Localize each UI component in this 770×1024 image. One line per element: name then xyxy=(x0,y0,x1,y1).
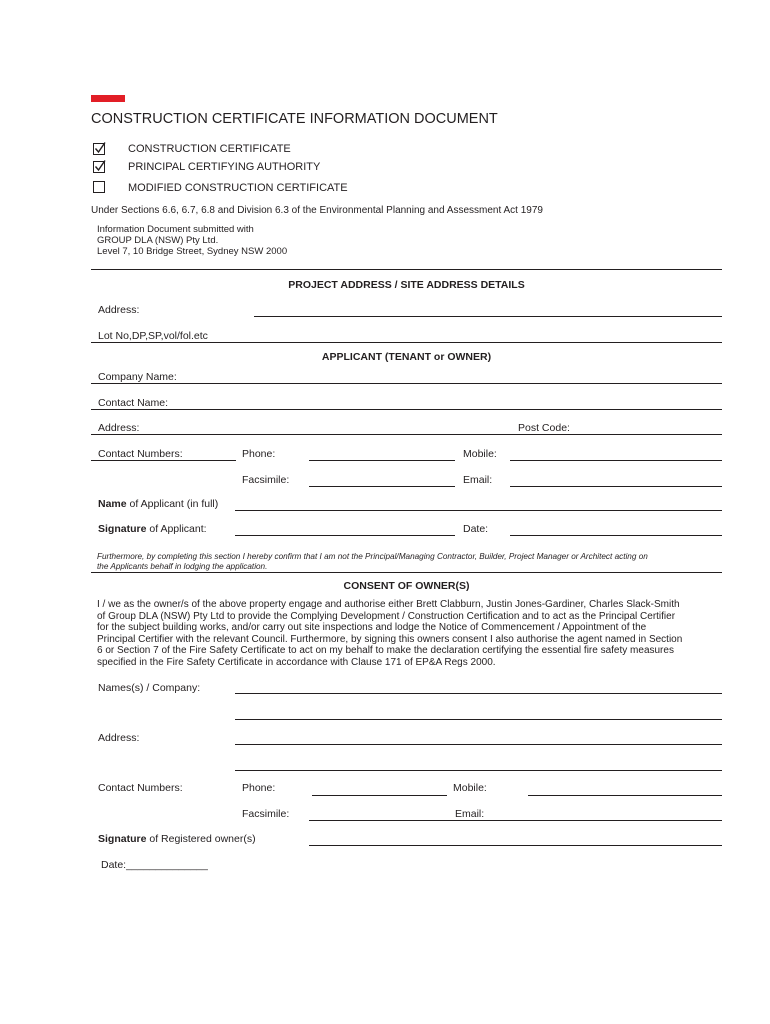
owner-names-field[interactable] xyxy=(235,693,722,694)
mobile-field[interactable] xyxy=(510,460,722,461)
owner-address-label: Address: xyxy=(98,732,140,744)
paragraph-line: for the subject building works, and/or carry out site inspections and lodge the Notice of Commencement / Appointment of the xyxy=(97,622,647,634)
contact-numbers-underline xyxy=(91,460,236,461)
applicant-address-label: Address: xyxy=(98,422,140,434)
company-name-field[interactable] xyxy=(91,383,722,384)
contact-name-field[interactable] xyxy=(91,409,722,410)
checkbox-label: MODIFIED CONSTRUCTION CERTIFICATE xyxy=(128,182,348,194)
modified-construction-certificate-checkbox[interactable] xyxy=(93,181,105,193)
paragraph-line: 6 or Section 7 of the Fire Safety Certificate to act on my behalf to make the declaration certifying the essential fire safety measures xyxy=(97,645,674,657)
paragraph-line: of Group DLA (NSW) Pty Ltd to provide the Complying Development / Construction Certification and to act as the Principal Certifier xyxy=(97,610,676,622)
owner-signature-label xyxy=(98,833,256,845)
owner-email-label: Email: xyxy=(455,808,485,820)
postcode-label: Post Code: xyxy=(518,422,570,434)
applicant-signature-label-rest: of Applicant: xyxy=(146,523,207,535)
checkmark-icon xyxy=(94,142,106,154)
checkbox-label: CONSTRUCTION CERTIFICATE xyxy=(128,143,291,155)
applicant-signature-field[interactable] xyxy=(235,535,455,536)
brand-red-bar xyxy=(91,95,125,102)
paragraph-line: I / we as the owner/s of the above property engage and authorise either Brett Clabburn, Justin Jones-Gardiner, Charles Slack-Smith xyxy=(97,599,680,610)
document-title: CONSTRUCTION CERTIFICATE INFORMATION DOCUMENT xyxy=(91,111,498,127)
legislation-text: Under Sections 6.6, 6.7, 6.8 and Division 6.3 of the Environmental Planning and Assessment Act 1979 xyxy=(91,205,543,216)
section-divider xyxy=(91,572,722,573)
owner-phone-field[interactable] xyxy=(312,795,447,796)
applicant-name-field[interactable] xyxy=(235,510,722,511)
mobile-label: Mobile: xyxy=(463,448,497,460)
lot-field[interactable] xyxy=(91,342,722,343)
applicant-signature-label xyxy=(98,523,207,535)
owner-address-field[interactable] xyxy=(235,744,722,745)
owner-names-field-2[interactable] xyxy=(235,719,722,720)
owner-signature-label-bold: Signature xyxy=(98,833,147,845)
owner-facsimile-label: Facsimile: xyxy=(242,808,290,820)
applicant-name-label-bold: Name xyxy=(98,498,127,510)
owner-contact-numbers-label: Contact Numbers: xyxy=(98,782,183,794)
principal-certifying-authority-checkbox[interactable] xyxy=(93,161,105,173)
email-label: Email: xyxy=(463,474,493,486)
owner-signature-field[interactable] xyxy=(309,845,722,846)
submitted-line1: Information Document submitted with xyxy=(97,224,254,235)
section-divider xyxy=(91,269,722,270)
applicant-date-label: Date: xyxy=(463,523,489,535)
confirmation-text-line2: the Applicants behalf in lodging the application. xyxy=(97,562,268,571)
applicant-signature-label-bold: Signature xyxy=(98,523,147,535)
owner-names-label: Names(s) / Company: xyxy=(98,682,201,694)
submitted-line3: Level 7, 10 Bridge Street, Sydney NSW 2000 xyxy=(97,246,288,257)
company-name-label: Company Name: xyxy=(98,371,177,383)
owner-facsimile-field[interactable] xyxy=(309,820,453,821)
applicant-name-label xyxy=(98,498,218,510)
facsimile-field[interactable] xyxy=(309,486,455,487)
paragraph-line: specified in the Fire Safety Certificate in accordance with Clause 171 of EP&A Regs 2000. xyxy=(97,656,496,668)
phone-field[interactable] xyxy=(309,460,455,461)
checkbox-label: PRINCIPAL CERTIFYING AUTHORITY xyxy=(128,161,321,173)
applicant-section-heading: APPLICANT (TENANT or OWNER) xyxy=(321,351,492,363)
submitted-line2: GROUP DLA (NSW) Pty Ltd. xyxy=(97,235,219,246)
project-section-heading: PROJECT ADDRESS / SITE ADDRESS DETAILS xyxy=(288,279,525,291)
owner-mobile-field[interactable] xyxy=(528,795,722,796)
phone-label: Phone: xyxy=(242,448,276,460)
lot-label: Lot No,DP,SP,vol/fol.etc xyxy=(98,330,208,342)
project-address-label: Address: xyxy=(98,304,140,316)
checkmark-icon xyxy=(94,160,106,172)
owner-mobile-label: Mobile: xyxy=(453,782,487,794)
applicant-name-label-rest: of Applicant (in full) xyxy=(126,498,219,510)
applicant-address-field[interactable] xyxy=(91,434,722,435)
owner-phone-label: Phone: xyxy=(242,782,276,794)
owner-section-heading: CONSENT OF OWNER(S) xyxy=(343,580,470,592)
facsimile-label: Facsimile: xyxy=(242,474,290,486)
confirmation-text-line1: Furthermore, by completing this section I hereby confirm that I am not the Principal/Managing Contractor, Builder, Project Manager or Architect acting on xyxy=(97,552,648,561)
contact-numbers-label: Contact Numbers: xyxy=(98,448,183,460)
owner-signature-label-rest: of Registered owner(s) xyxy=(146,833,256,845)
owner-address-field-2[interactable] xyxy=(235,770,722,771)
paragraph-line: Principal Certifier with the relevant Council. Furthermore, by signing this owners consent I also authorise the agent named in Section xyxy=(97,633,683,645)
owner-consent-paragraph xyxy=(97,599,717,669)
owner-date-label[interactable]: Date:______________ xyxy=(101,859,208,871)
contact-name-label: Contact Name: xyxy=(98,397,169,409)
project-address-field[interactable] xyxy=(254,316,722,317)
applicant-date-field[interactable] xyxy=(510,535,722,536)
owner-email-field[interactable] xyxy=(453,820,722,821)
construction-certificate-checkbox[interactable] xyxy=(93,143,105,155)
email-field[interactable] xyxy=(510,486,722,487)
